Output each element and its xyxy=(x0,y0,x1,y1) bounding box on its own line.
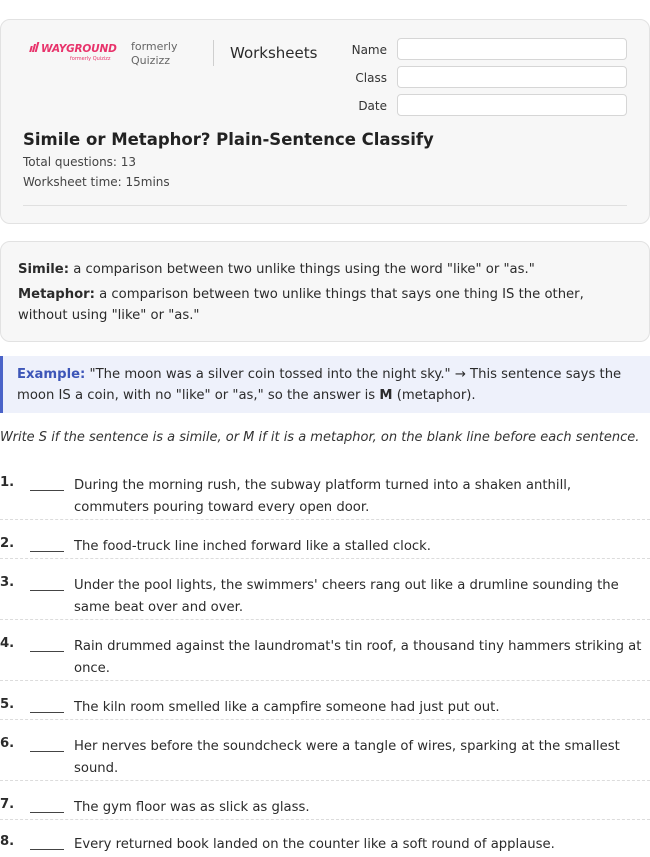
header-divider xyxy=(213,40,214,66)
question-text: The food-truck line inched forward like a stalled clock. xyxy=(74,539,431,554)
answer-blank[interactable] xyxy=(30,712,64,713)
wayground-logo xyxy=(30,42,118,62)
question-row xyxy=(0,536,650,559)
logo-text: WAYGROUND xyxy=(41,43,117,55)
date-field[interactable] xyxy=(397,94,627,116)
question-text: Every returned book landed on the counter like a soft round of applause. xyxy=(74,837,555,852)
section-label: Worksheets xyxy=(230,44,318,62)
question-row xyxy=(0,636,650,681)
question-text: Rain drummed against the laundromat's tin roof, a thousand tiny hammers striking at once. xyxy=(74,639,642,676)
question-row xyxy=(0,797,650,820)
question-row xyxy=(0,697,650,720)
question-text: The kiln room smelled like a campfire someone had just put out. xyxy=(74,700,500,715)
question-number: 2. xyxy=(0,536,15,551)
question-number: 3. xyxy=(0,575,15,590)
example-text-end: (metaphor). xyxy=(392,388,476,403)
metaphor-term: Metaphor: xyxy=(18,287,95,302)
example-label: Example: xyxy=(17,367,86,382)
answer-blank[interactable] xyxy=(30,812,64,813)
header-bottom-divider xyxy=(23,205,627,206)
answer-blank[interactable] xyxy=(30,590,64,591)
question-number: 8. xyxy=(0,834,15,849)
question-row xyxy=(0,575,650,620)
question-row xyxy=(0,834,650,857)
logo-bars-icon xyxy=(30,42,39,55)
class-field[interactable] xyxy=(397,66,627,88)
answer-blank[interactable] xyxy=(30,751,64,752)
question-number: 7. xyxy=(0,797,15,812)
date-label: Date xyxy=(358,99,387,113)
simile-term: Simile: xyxy=(18,262,70,277)
question-number: 5. xyxy=(0,697,15,712)
example-box xyxy=(0,356,650,413)
example-answer: M xyxy=(379,388,393,403)
question-text: Under the pool lights, the swimmers' cheers rang out like a drumline sounding the same beat over and over. xyxy=(74,578,619,615)
question-row xyxy=(0,475,650,520)
question-number: 4. xyxy=(0,636,15,651)
answer-blank[interactable] xyxy=(30,490,64,491)
name-label: Name xyxy=(351,43,387,57)
worksheet-title: Simile or Metaphor? Plain-Sentence Classify xyxy=(23,130,434,149)
simile-text: a comparison between two unlike things using the word "like" or "as." xyxy=(69,262,535,277)
answer-blank[interactable] xyxy=(30,651,64,652)
name-field[interactable] xyxy=(397,38,627,60)
question-number: 1. xyxy=(0,475,15,490)
question-text: During the morning rush, the subway platform turned into a shaken anthill, commuters pouring toward every open door. xyxy=(74,478,572,515)
simile-definition xyxy=(18,259,633,280)
question-text: Her nerves before the soundcheck were a tangle of wires, sparking at the smallest sound. xyxy=(74,739,620,776)
formerly-quizizz-label: formerly Quizizz xyxy=(131,40,178,67)
definitions-card xyxy=(0,241,650,342)
metaphor-text: a comparison between two unlike things that says one thing IS the other, without using "like" or "as." xyxy=(18,287,584,323)
worksheet-time: Worksheet time: 15mins xyxy=(23,175,170,189)
metaphor-definition xyxy=(18,284,633,326)
logo-subtext: formerly Quizizz xyxy=(70,56,111,62)
example-text: "The moon was a silver coin tossed into the night sky." → This sentence says the moon IS a coin, with no "like" or "as," so the answer is xyxy=(17,367,622,403)
instructions: Write S if the sentence is a simile, or M if it is a metaphor, on the blank line before each sentence. xyxy=(0,430,640,445)
total-questions: Total questions: 13 xyxy=(23,155,137,169)
answer-blank[interactable] xyxy=(30,551,64,552)
question-number: 6. xyxy=(0,736,15,751)
question-row xyxy=(0,736,650,781)
answer-blank[interactable] xyxy=(30,849,64,850)
class-label: Class xyxy=(355,71,387,85)
question-text: The gym floor was as slick as glass. xyxy=(74,800,310,815)
